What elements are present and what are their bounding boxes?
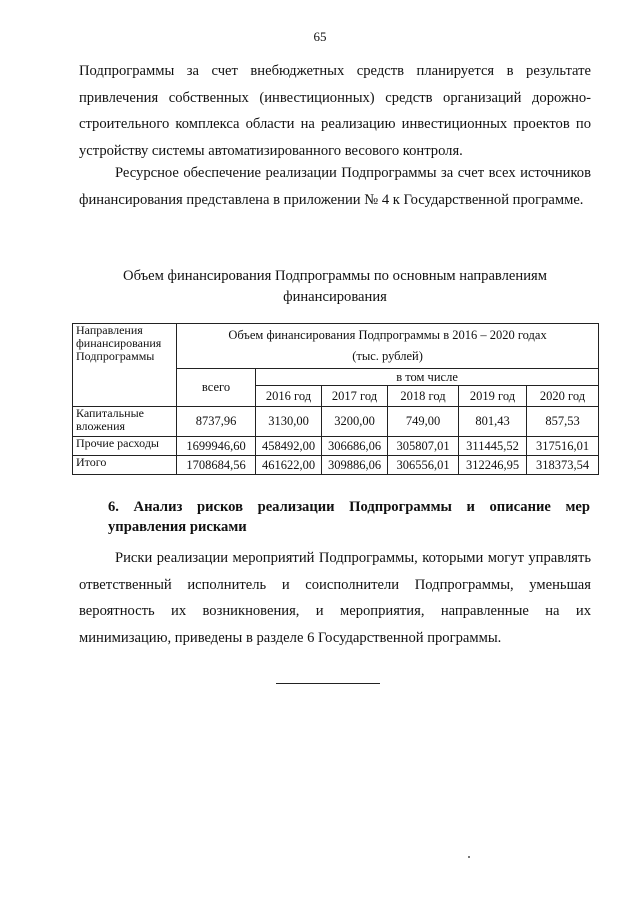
cell-2018: 305807,01 bbox=[388, 437, 459, 456]
table-row bbox=[73, 407, 599, 437]
cell-2016: 3130,00 bbox=[256, 407, 322, 437]
cell-2019: 801,43 bbox=[459, 407, 527, 437]
section-heading: 6. Анализ рисков реализации Подпрограммы и описание мер управления рисками bbox=[108, 499, 590, 535]
page-number: 65 bbox=[313, 29, 327, 44]
header-year: 2017 год bbox=[322, 386, 388, 407]
header-volume-unit: (тыс. рублей) bbox=[352, 349, 423, 363]
cell-2017: 306686,06 bbox=[322, 437, 388, 456]
paragraph-funding-sources: Подпрограммы за счет внебюджетных средств планируется в результате привлечения собственных (инвестиционных) средств организаций дорожно-строительного комплекса области на реализацию инвестиционных проектов по устройству системы автоматизированного весового контроля. bbox=[79, 63, 591, 159]
row-name: Капитальные вложения bbox=[73, 407, 177, 437]
cell-2018: 749,00 bbox=[388, 407, 459, 437]
cell-2019: 312246,95 bbox=[459, 456, 527, 475]
cell-total: 8737,96 bbox=[177, 407, 256, 437]
header-directions: Направления финансирования Подпрограммы bbox=[73, 324, 177, 407]
row-name: Прочие расходы bbox=[73, 437, 177, 456]
cell-2020: 317516,01 bbox=[527, 437, 599, 456]
cell-2017: 3200,00 bbox=[322, 407, 388, 437]
cell-2020: 857,53 bbox=[527, 407, 599, 437]
header-volume-title: Объем финансирования Подпрограммы в 2016 – 2020 годах bbox=[228, 328, 547, 342]
cell-2017: 309886,06 bbox=[322, 456, 388, 475]
header-volume bbox=[177, 324, 599, 369]
table-caption-line-2: финансирования bbox=[283, 289, 387, 305]
table-row bbox=[73, 437, 599, 456]
paragraph-risks: Риски реализации мероприятий Подпрограммы, которыми могут управлять ответственный исполнитель и соисполнители Подпрограммы, уменьшая вероятность их возникновения, и мероприятия, направленные на их минимизацию, приведены в разделе 6 Государственной программы. bbox=[79, 550, 591, 646]
header-year: 2016 год bbox=[256, 386, 322, 407]
scan-speck bbox=[468, 856, 470, 858]
separator-line bbox=[276, 683, 380, 684]
table-row bbox=[73, 456, 599, 475]
header-year: 2018 год bbox=[388, 386, 459, 407]
header-year: 2019 год bbox=[459, 386, 527, 407]
funding-table bbox=[72, 323, 599, 475]
paragraph-resource-support: Ресурсное обеспечение реализации Подпрограммы за счет всех источников финансирования представлена в приложении № 4 к Государственной программе. bbox=[79, 165, 591, 208]
table-caption-line-1: Объем финансирования Подпрограммы по основным направлениям bbox=[123, 268, 547, 284]
header-including: в том числе bbox=[256, 369, 599, 386]
table-caption bbox=[79, 266, 591, 308]
cell-2019: 311445,52 bbox=[459, 437, 527, 456]
header-total: всего bbox=[177, 369, 256, 407]
row-name: Итого bbox=[73, 456, 177, 475]
cell-total: 1699946,60 bbox=[177, 437, 256, 456]
cell-2016: 458492,00 bbox=[256, 437, 322, 456]
cell-2020: 318373,54 bbox=[527, 456, 599, 475]
header-year: 2020 год bbox=[527, 386, 599, 407]
cell-total: 1708684,56 bbox=[177, 456, 256, 475]
cell-2018: 306556,01 bbox=[388, 456, 459, 475]
cell-2016: 461622,00 bbox=[256, 456, 322, 475]
